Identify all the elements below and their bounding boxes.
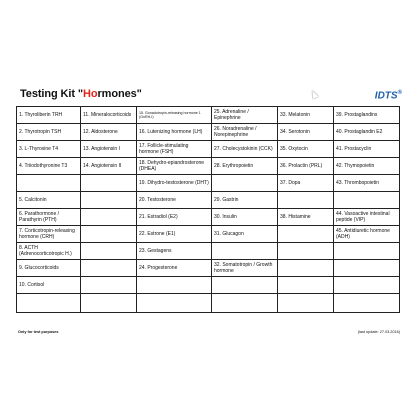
table-cell: 2. Thyrotropin TSH xyxy=(17,124,81,141)
table-cell: 27. Cholecystokinin (CCK) xyxy=(212,141,278,158)
hormones-table-body xyxy=(17,107,400,313)
table-cell xyxy=(278,294,334,313)
table-cell xyxy=(81,192,137,209)
table-cell: 25. Adrenaline / Epinephrine xyxy=(212,107,278,124)
table-cell xyxy=(81,243,137,260)
table-cell: 22. Estrone (E1) xyxy=(137,226,212,243)
table-row xyxy=(17,294,400,313)
table-cell: 3. L-Thyroxine T4 xyxy=(17,141,81,158)
table-cell: 29. Gastrin xyxy=(212,192,278,209)
mouse-cursor-icon xyxy=(310,89,319,99)
table-cell xyxy=(212,277,278,294)
table-cell xyxy=(17,175,81,192)
table-cell: 7. Corticotropin-releasing hormone (CRH) xyxy=(17,226,81,243)
table-cell xyxy=(81,226,137,243)
table-cell: 26. Noradrenaline / Norepinephrine xyxy=(212,124,278,141)
table-row xyxy=(17,277,400,294)
table-cell: 1. Thyroliberin TRH xyxy=(17,107,81,124)
table-cell: 32. Somatotropin / Growth hormone xyxy=(212,260,278,277)
table-cell: 44. Vasoactive intestinal peptide (VIP) xyxy=(334,209,400,226)
table-cell xyxy=(81,294,137,313)
table-cell xyxy=(278,243,334,260)
table-cell: 43. Thrombopoietin xyxy=(334,175,400,192)
table-row xyxy=(17,175,400,192)
table-cell: 10. Cortisol xyxy=(17,277,81,294)
table-cell: 42. Thymopoietin xyxy=(334,158,400,175)
table-cell xyxy=(212,294,278,313)
table-cell xyxy=(81,260,137,277)
table-row xyxy=(17,141,400,158)
table-cell: 17. Follicle-stimulating hormone (FSH) xyxy=(137,141,212,158)
table-cell xyxy=(81,277,137,294)
footer-note: Only for test purposes xyxy=(18,330,59,334)
table-cell: 39. Prostaglandins xyxy=(334,107,400,124)
idts-logo: IDTS® xyxy=(374,90,402,102)
table-row xyxy=(17,107,400,124)
page-title: Testing Kit "Hormones" xyxy=(20,88,142,100)
table-cell: 35. Oxytocin xyxy=(278,141,334,158)
table-cell xyxy=(334,277,400,294)
table-cell xyxy=(334,294,400,313)
table-cell: 36. Prolactin (PRL) xyxy=(278,158,334,175)
table-row xyxy=(17,226,400,243)
table-cell xyxy=(17,294,81,313)
table-cell: 45. Antidiuretic hormone (ADH) xyxy=(334,226,400,243)
table-cell: 20. Testosterone xyxy=(137,192,212,209)
table-row xyxy=(17,260,400,277)
table-cell xyxy=(81,209,137,226)
table-cell xyxy=(278,260,334,277)
table-cell: 15. Gonadotropin-releasing hormone 1 (GnRH-I) xyxy=(137,107,212,124)
table-cell xyxy=(278,192,334,209)
last-update: (last update: 27.03.2016) xyxy=(357,330,400,334)
table-cell: 33. Melatonin xyxy=(278,107,334,124)
table-cell: 40. Prostaglandin E2 xyxy=(334,124,400,141)
table-cell: 5. Calcitonin xyxy=(17,192,81,209)
table-cell: 13. Angiotensin I xyxy=(81,141,137,158)
table-cell xyxy=(212,175,278,192)
table-row xyxy=(17,192,400,209)
table-cell xyxy=(334,192,400,209)
table-cell: 34. Serotonin xyxy=(278,124,334,141)
table-cell: 11. Mineralocorticoids xyxy=(81,107,137,124)
table-cell: 12. Aldosterone xyxy=(81,124,137,141)
table-cell: 16. Lutenizing hormone (LH) xyxy=(137,124,212,141)
table-row xyxy=(17,209,400,226)
hormones-table xyxy=(16,106,400,313)
table-cell: 41. Prostacyclin xyxy=(334,141,400,158)
table-cell: 31. Glucagon xyxy=(212,226,278,243)
table-cell xyxy=(212,243,278,260)
table-cell: 30. Insulin xyxy=(212,209,278,226)
table-row xyxy=(17,243,400,260)
table-cell xyxy=(334,260,400,277)
table-cell xyxy=(278,277,334,294)
table-cell: 6. Parathormone / Parathyrin (PTH) xyxy=(17,209,81,226)
table-cell: 14. Angiotensin II xyxy=(81,158,137,175)
table-row xyxy=(17,124,400,141)
table-cell: 21. Estradiol (E2) xyxy=(137,209,212,226)
table-cell: 37. Dopa xyxy=(278,175,334,192)
table-cell: 8. ACTH (Adrenocorticotropic H.) xyxy=(17,243,81,260)
table-cell: 38. Histamine xyxy=(278,209,334,226)
table-cell: 19. Dihydro-testosterone (DHT) xyxy=(137,175,212,192)
table-cell xyxy=(278,226,334,243)
table-cell xyxy=(81,175,137,192)
table-cell: 18. Dehydro-epiandrosterone (DHEA) xyxy=(137,158,212,175)
table-cell: 28. Erythropoietin xyxy=(212,158,278,175)
table-cell: 4. Triiodothyronine T3 xyxy=(17,158,81,175)
table-row xyxy=(17,158,400,175)
table-cell xyxy=(137,294,212,313)
table-cell: 9. Glucocorticoids xyxy=(17,260,81,277)
table-cell: 23. Gestagens xyxy=(137,243,212,260)
table-cell xyxy=(334,243,400,260)
table-cell xyxy=(137,277,212,294)
table-cell: 24. Progesterone xyxy=(137,260,212,277)
